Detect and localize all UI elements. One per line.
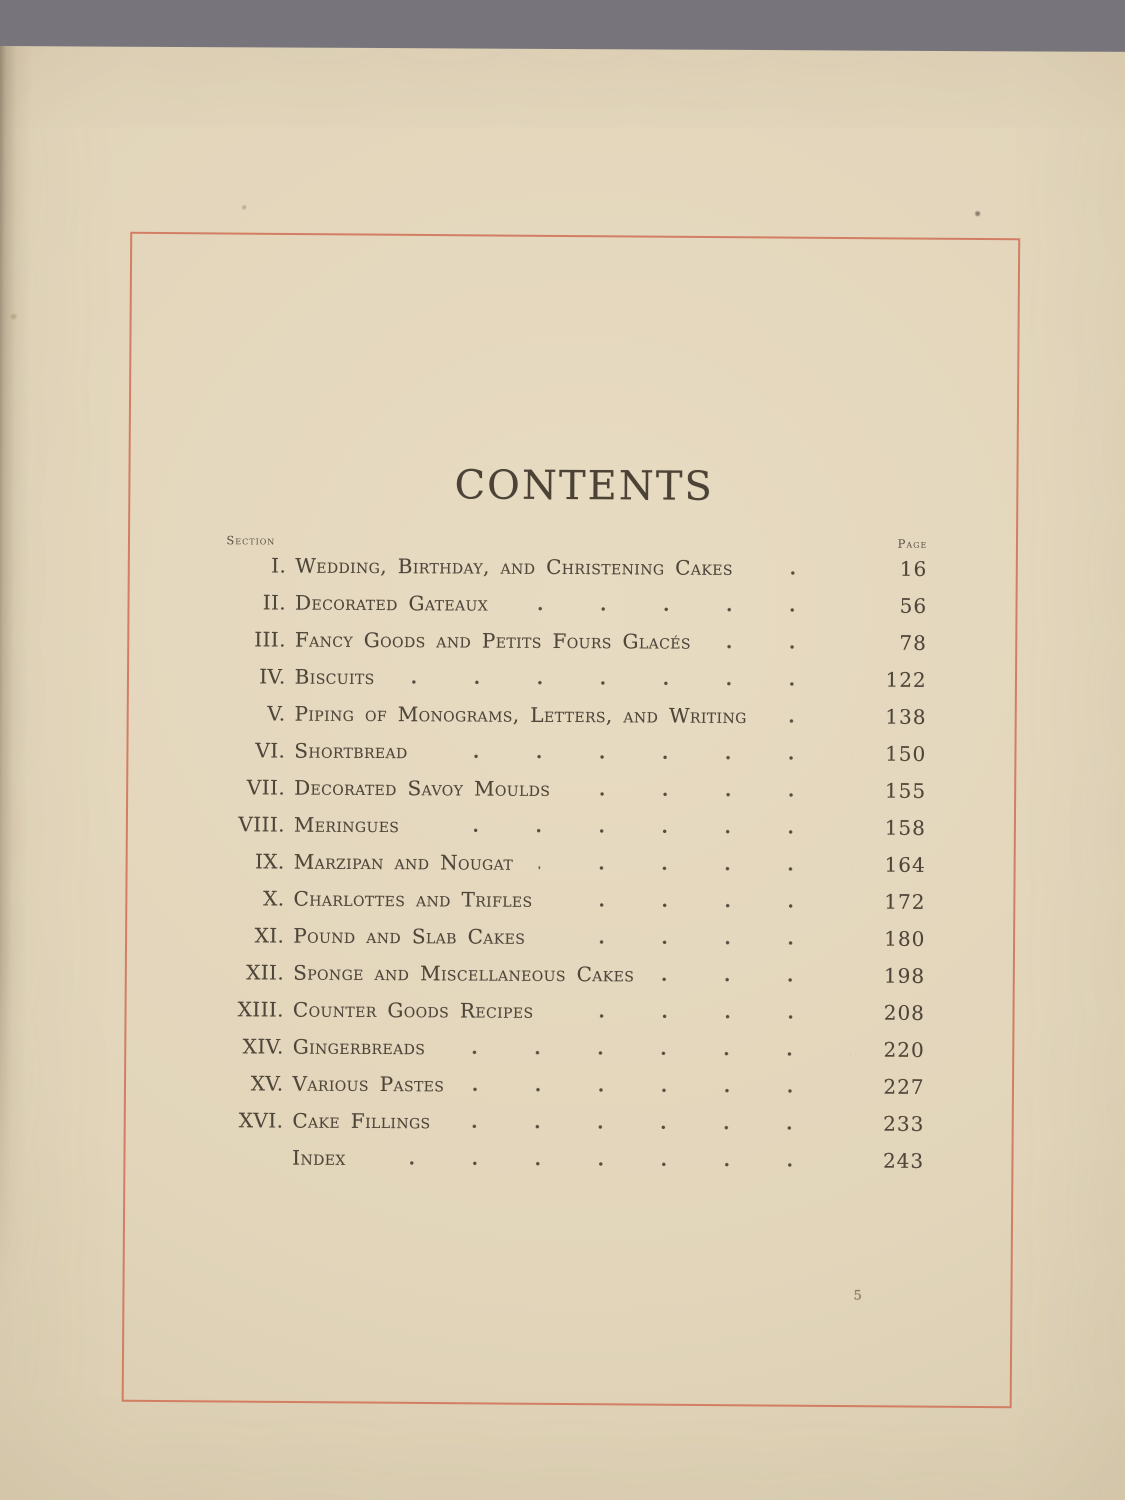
toc-entry: [209, 1102, 924, 1143]
dot-leader: [514, 606, 853, 613]
toc-entry-title: Pound and Slab Cakes: [293, 923, 526, 949]
dot-leader: [401, 679, 853, 686]
toc-entry-page-number: 227: [883, 1074, 925, 1099]
signature-mark: 5: [853, 1288, 862, 1304]
toc-entry-page-number: 155: [884, 778, 927, 803]
dot-leader: [559, 1013, 850, 1020]
toc-entry: [211, 695, 926, 736]
toc-entry-numeral: V.: [267, 701, 286, 726]
toc-entry-title: Decorated Gateaux: [295, 590, 489, 616]
toc-entry-numeral: XI.: [254, 923, 285, 948]
toc-entry: [210, 880, 925, 921]
toc-entry: [210, 1028, 925, 1069]
column-header-page: Page: [897, 536, 928, 551]
dot-leader: [559, 902, 852, 909]
toc-entry-title: Gingerbreads: [292, 1034, 426, 1060]
toc-entry-page-number: 233: [883, 1111, 925, 1136]
toc-entry-page-number: 164: [884, 852, 926, 877]
toc-entry: [211, 806, 926, 847]
toc-entry-numeral: XII.: [246, 960, 285, 985]
dot-leader: [425, 827, 852, 834]
dot-leader: [470, 1087, 850, 1094]
toc-entry-page-number: 172: [884, 889, 926, 914]
fox-spot: [11, 314, 17, 319]
toc-entry-numeral: XIII.: [237, 997, 285, 1022]
toc-entry-page-number: 138: [885, 704, 927, 729]
dot-leader: [773, 718, 853, 723]
page-edge-shadow: [0, 46, 32, 1306]
dot-leader: [717, 644, 853, 650]
toc-entry: [210, 954, 925, 995]
toc-list: [209, 547, 927, 1180]
dot-leader: [434, 753, 853, 760]
toc-entry-numeral: XVI.: [238, 1108, 284, 1133]
table-of-contents: [209, 517, 927, 1180]
toc-entry-title: Charlottes and Trifles: [293, 886, 533, 912]
toc-entry: [211, 843, 926, 884]
toc-entry-title: Fancy Goods and Petits Fours Glacés: [294, 627, 691, 654]
toc-entry-numeral: X.: [263, 886, 285, 911]
toc-entry: [212, 584, 927, 625]
toc-entry: [211, 732, 926, 773]
toc-entry-numeral: I.: [271, 553, 287, 578]
toc-entry-title: Meringues: [293, 812, 400, 838]
toc-entry-page-number: 198: [883, 963, 926, 988]
toc-entry-title: Various Pastes: [292, 1071, 445, 1097]
toc-entry-page-number: 122: [885, 667, 927, 692]
toc-entry: [209, 1139, 924, 1180]
toc-entry-title: Counter Goods Recipes: [292, 997, 534, 1023]
toc-entry-title: Biscuits: [294, 664, 375, 690]
toc-entry-numeral: XIV.: [242, 1034, 284, 1059]
toc-entry: [212, 621, 927, 662]
toc-entry: [210, 991, 925, 1032]
toc-entry-title: Piping of Monograms, Letters, and Writing: [294, 701, 747, 728]
toc-entry: [210, 917, 925, 958]
toc-entry-numeral: II.: [262, 590, 287, 615]
dot-leader: [759, 570, 853, 575]
toc-entry-numeral: XV.: [250, 1071, 284, 1096]
toc-entry-numeral: III.: [254, 627, 286, 652]
dot-leader: [539, 865, 852, 872]
page-title: CONTENTS: [454, 462, 714, 510]
toc-entry-page-number: 150: [885, 741, 927, 766]
dot-leader: [660, 977, 851, 983]
fox-spot: [242, 205, 246, 209]
ink-speck: [975, 211, 980, 216]
dot-leader: [551, 939, 851, 946]
toc-entry: [212, 547, 927, 588]
toc-entry-title: Decorated Savoy Moulds: [294, 775, 551, 801]
toc-entry-page-number: 56: [899, 593, 928, 618]
toc-entry-numeral: IV.: [259, 664, 286, 689]
toc-entry-page-number: 208: [883, 1000, 926, 1025]
toc-entry-title: Cake Fillings: [292, 1108, 431, 1134]
toc-entry-title: Index: [292, 1145, 346, 1170]
book-page: [0, 46, 1125, 1500]
toc-entry-numeral: VII.: [246, 775, 286, 800]
dot-leader: [372, 1160, 850, 1168]
toc-column-headers: [212, 517, 927, 551]
toc-entry-page-number: 16: [899, 556, 928, 581]
toc-entry-page-number: 180: [884, 926, 926, 951]
toc-entry-title: Sponge and Miscellaneous Cakes: [293, 960, 635, 987]
toc-entry: [212, 658, 927, 699]
dot-leader: [576, 791, 852, 797]
toc-entry-numeral: VI.: [255, 738, 286, 763]
toc-entry-page-number: 220: [883, 1037, 925, 1062]
toc-entry-page-number: 158: [884, 815, 926, 840]
toc-entry-title: Marzipan and Nougat: [293, 849, 514, 875]
toc-entry-title: Wedding, Birthday, and Christening Cakes: [295, 553, 733, 580]
toc-entry-page-number: 78: [899, 630, 927, 655]
toc-entry-numeral: VIII.: [238, 812, 285, 837]
dot-leader: [457, 1123, 851, 1130]
dot-leader: [451, 1049, 851, 1056]
toc-entry: [211, 769, 926, 810]
toc-entry-title: Shortbread: [294, 738, 408, 764]
toc-entry-numeral: IX.: [254, 849, 285, 874]
toc-entry-page-number: 243: [882, 1148, 925, 1173]
toc-entry: [209, 1065, 924, 1106]
column-header-section: Section: [226, 533, 276, 548]
